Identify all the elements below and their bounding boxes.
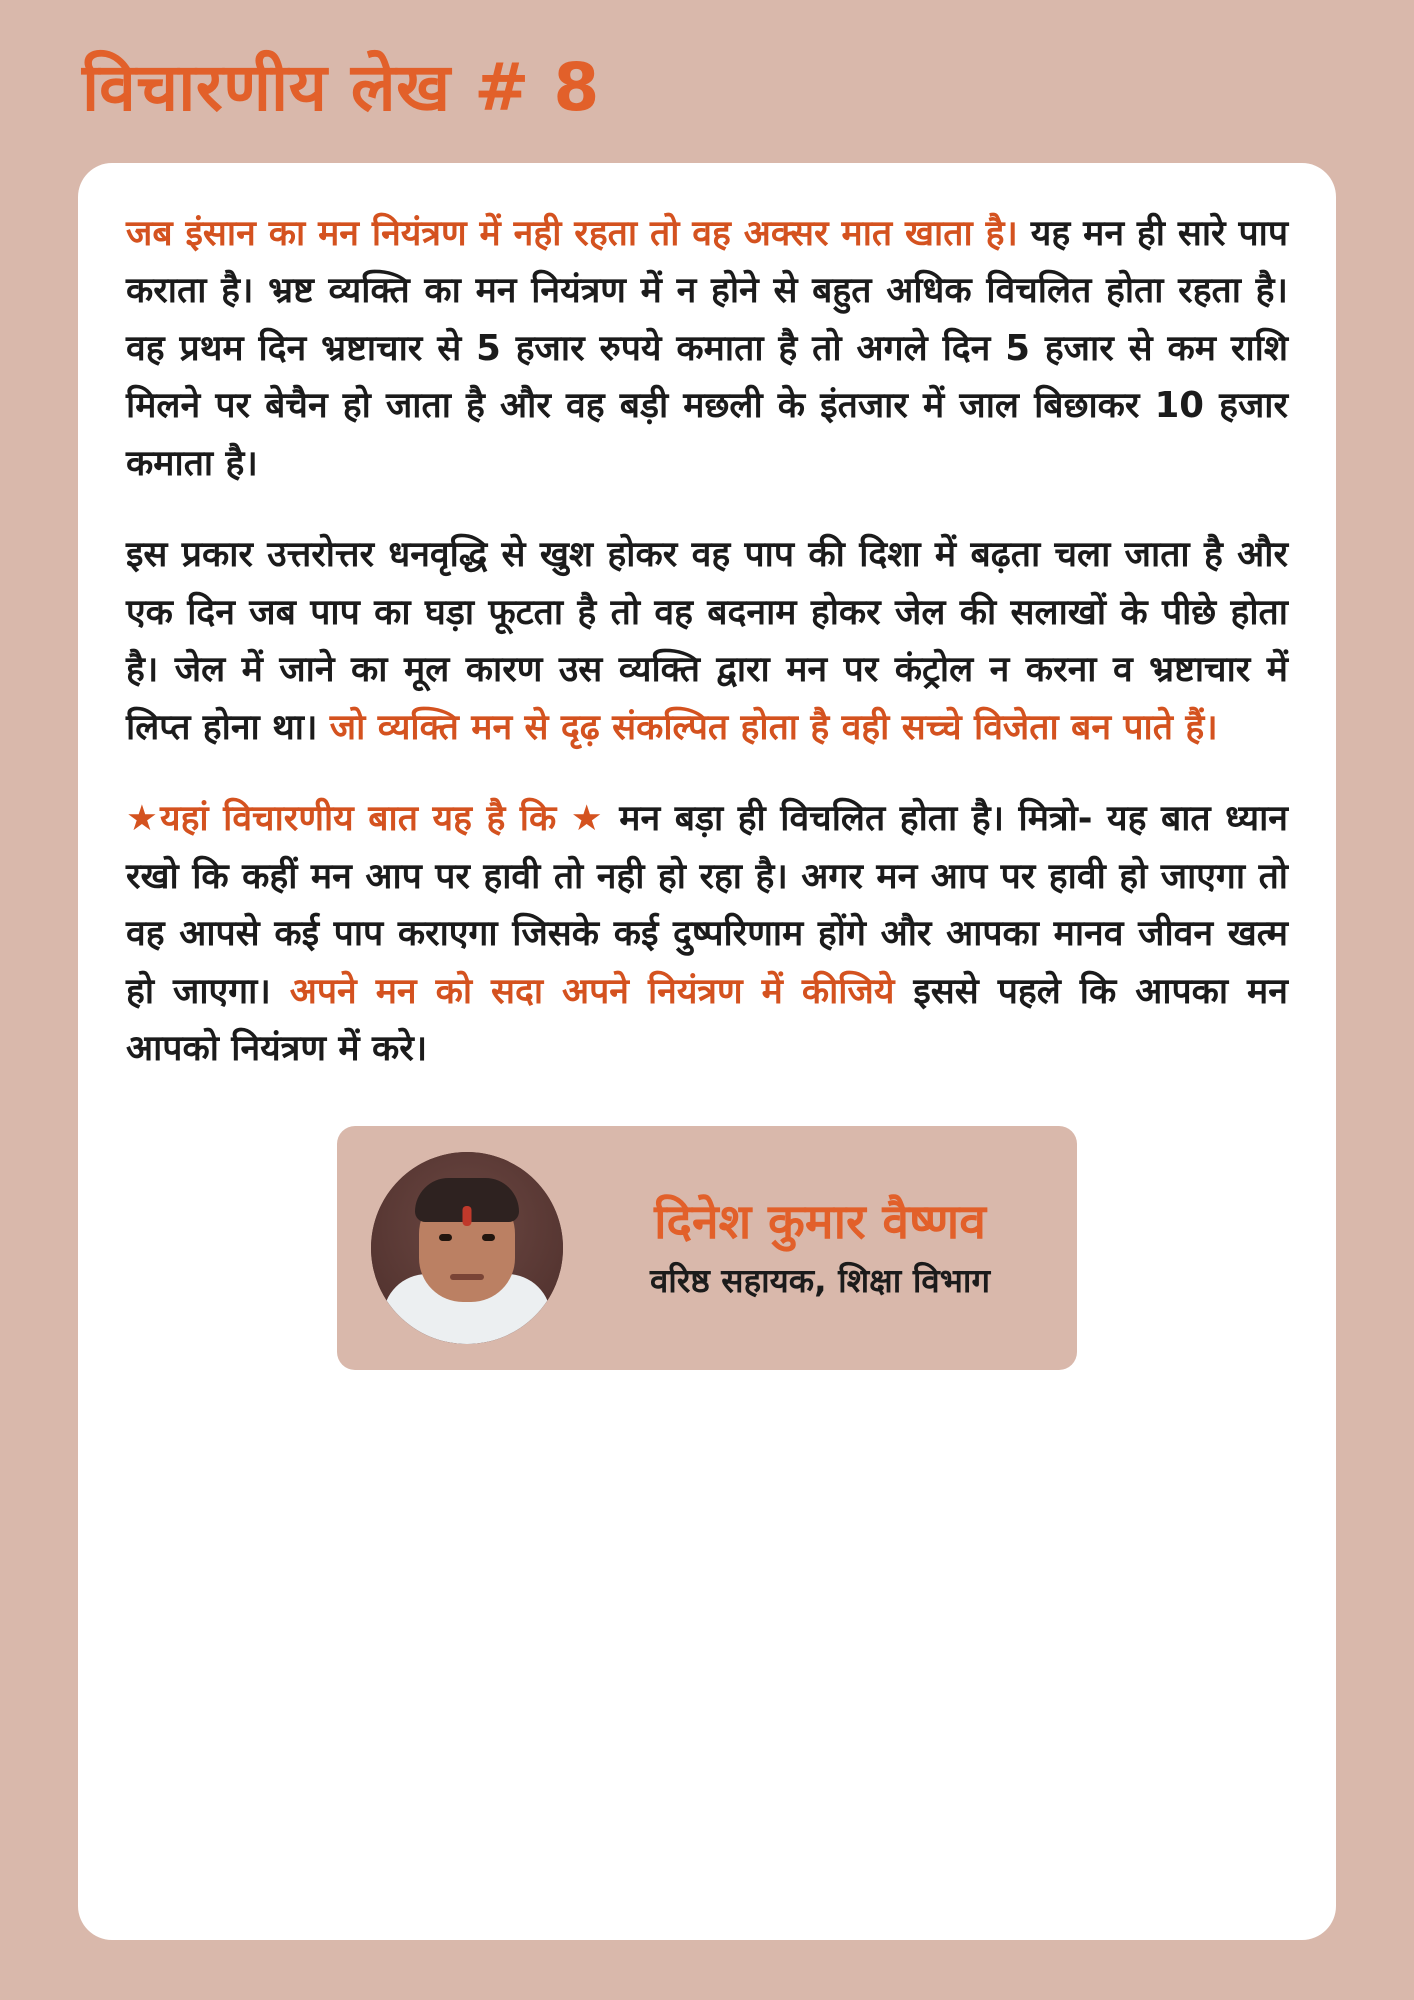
- avatar-eye-right: [482, 1234, 495, 1241]
- highlight-text: अपने मन को सदा अपने नियंत्रण में कीजिये: [289, 970, 895, 1012]
- body-text: यह मन ही सारे पाप कराता है। भ्रष्ट व्यक्ति का मन नियंत्रण में न होने से बहुत अधिक विचलित होता रहता है। वह प्रथम दिन भ्रष्टाचार से 5 हजार रुपये कमाता है तो अगले दिन 5 हजार से कम राशि मिलने पर बेचैन हो जाता है और वह बड़ी मछली के इंतजार में जाल बिछाकर 10 हजार कमाता है।: [126, 212, 1288, 484]
- content-card: [78, 163, 1336, 1940]
- author-role: वरिष्ठ सहायक, शिक्षा विभाग: [649, 1260, 991, 1300]
- author-name: दिनेश कुमार वैष्णव: [654, 1194, 986, 1251]
- star-highlight-text: ★यहां विचारणीय बात यह है कि ★: [126, 798, 605, 840]
- body-text: मन बड़ा ही विचलित होता है। मित्रो- यह बात ध्यान रखो कि कहीं मन आप पर हावी तो नही हो रहा है। अगर मन आप पर हावी हो जाएगा तो वह आपसे कई पाप कराएगा जिसके कई दुष्परिणाम होंगे और आपका मानव जीवन खत्म हो जाएगा।: [126, 798, 1289, 1012]
- avatar-mouth: [450, 1274, 484, 1280]
- highlight-text: जब इंसान का मन नियंत्रण में नही रहता तो वह अक्सर मात खाता है।: [126, 212, 1018, 254]
- body-text: इससे पहले कि आपका मन आपको नियंत्रण में करे।: [126, 970, 1288, 1070]
- article-body: [126, 205, 1288, 1078]
- author-details: [597, 1194, 1043, 1301]
- highlight-text: जो व्यक्ति मन से दृढ़ संकल्पित होता है वही सच्चे विजेता बन पाते हैं।: [329, 706, 1218, 748]
- avatar: [371, 1152, 563, 1344]
- page-title: विचारणीय लेख # 8: [82, 49, 600, 126]
- paragraph-3: [126, 790, 1288, 1078]
- author-card: [337, 1126, 1077, 1370]
- tilak-mark: [463, 1206, 472, 1226]
- body-text: इस प्रकार उत्तरोत्तर धनवृद्धि से खुश होकर वह पाप की दिशा में बढ़ता चला जाता है और एक दिन जब पाप का घड़ा फूटता है तो वह बदनाम होकर जेल की सलाखों के पीछे होता है। जेल में जाने का मूल कारण उस व्यक्ति द्वारा मन पर कंट्रोल न करना व भ्रष्टाचार में लिप्त होना था।: [126, 534, 1288, 748]
- paragraph-2: [126, 526, 1288, 756]
- paragraph-1: [126, 205, 1288, 493]
- avatar-eye-left: [439, 1234, 452, 1241]
